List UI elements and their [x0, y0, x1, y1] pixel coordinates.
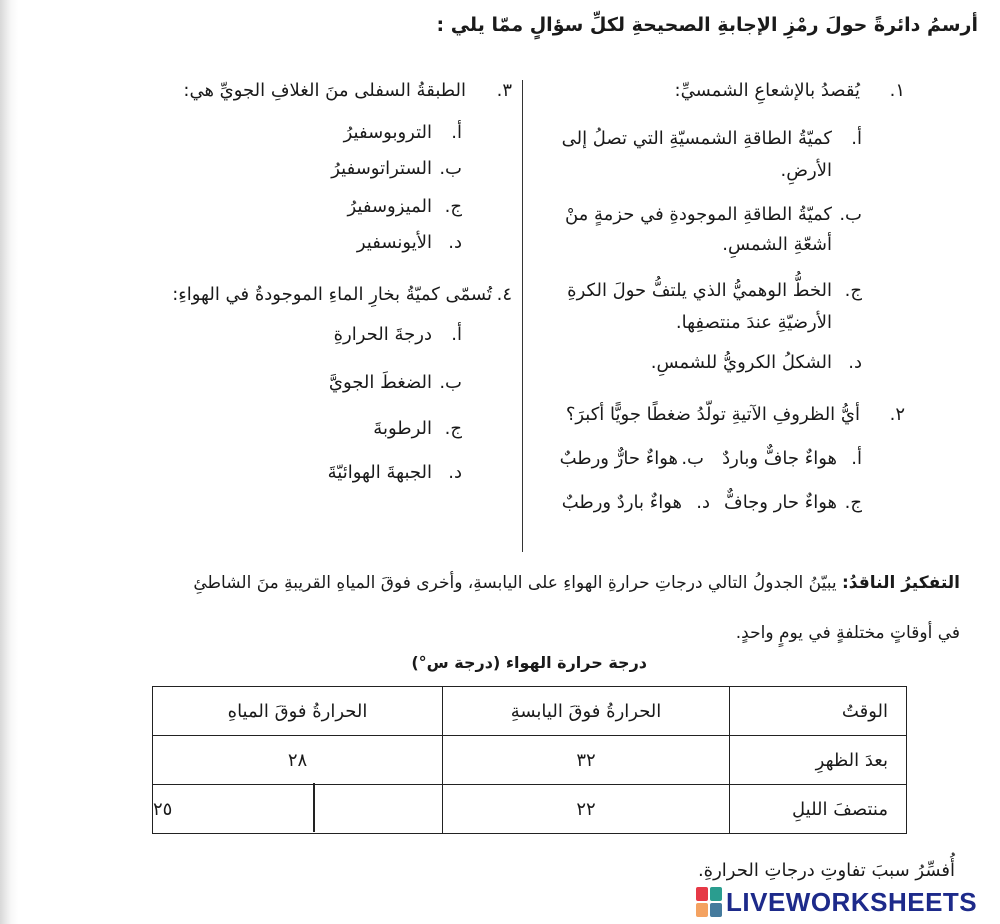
q3-option-c-letter[interactable]: ج. [444, 196, 462, 217]
q4-option-c-text: الرطوبةَ [373, 418, 432, 439]
logo-square-icon [710, 903, 722, 917]
q4-number: ٤. [496, 284, 512, 305]
q3-option-a-letter[interactable]: أ. [451, 122, 462, 143]
table-cell-divider [313, 783, 315, 832]
q2-option-c-letter[interactable]: ج. [844, 492, 862, 513]
q1-option-c-line1: الخطُّ الوهميُّ الذي يلتفُّ حولَ الكرةِ [567, 280, 832, 301]
q2-option-d-text: هواءٌ باردٌ ورطبٌ [561, 492, 682, 513]
critical-thinking-line1: يبيّنُ الجدولُ التالي درجاتِ حرارةِ الهواءِ على اليابسةِ، وأخرى فوقَ المياهِ القريبةِ منَ الشاطئِ [193, 573, 837, 593]
q2-option-a-text: هواءٌ جافٌّ وباردٌ [722, 448, 837, 469]
q2-option-d-letter[interactable]: د. [696, 492, 710, 513]
table-cell-time: بعدَ الظهرِ [730, 736, 907, 785]
q1-option-c-line2: الأرضيّةِ عندَ منتصفِها. [675, 312, 832, 333]
table-header-water: الحرارةُ فوقَ المياهِ [153, 687, 443, 736]
q1-option-d-line1: الشكلُ الكرويُّ للشمسِ. [650, 352, 832, 373]
q4-option-d-text: الجبهةَ الهوائيّةَ [327, 462, 432, 483]
liveworksheets-logo [696, 884, 977, 920]
q3-number: ٣. [496, 80, 512, 101]
q3-option-b-letter[interactable]: ب. [439, 158, 462, 179]
q1-option-d-letter[interactable]: د. [848, 352, 862, 373]
q2-option-c-text: هواءٌ حار وجافٌّ [724, 492, 837, 513]
q1-number: ١. [889, 80, 905, 101]
logo-text: LIVEWORKSHEETS [726, 886, 978, 917]
q4-option-d-letter[interactable]: د. [448, 462, 462, 483]
table-caption: درجة حرارة الهواء (درجة س°) [411, 653, 647, 672]
temperature-table [152, 686, 907, 834]
q1-option-b-line1: كميّةُ الطاقةِ الموجودةِ في حزمةٍ منْ [564, 204, 832, 225]
logo-square-icon [710, 887, 722, 901]
q4-question: تُسمّى كميّةُ بخارِ الماءِ الموجودةُ في الهواءِ: [172, 284, 492, 305]
q4-option-c-letter[interactable]: ج. [444, 418, 462, 439]
q1-option-b-letter[interactable]: ب. [839, 204, 862, 225]
q2-question: أيُّ الظروفِ الآتيةِ تولّدُ ضغطًا جويًّا أكبرَ؟ [565, 404, 860, 425]
q4-option-b-text: الضغطَ الجويَّ [328, 372, 432, 393]
q2-number: ٢. [889, 404, 905, 425]
q4-option-a-letter[interactable]: أ. [451, 324, 462, 345]
critical-thinking-paragraph [193, 570, 960, 596]
table-cell-land: ٣٢ [443, 736, 730, 785]
q2-option-b-letter[interactable]: ب. [681, 448, 704, 469]
table-header-time: الوقتُ [730, 687, 907, 736]
table-cell-water-value: ٢٥ [153, 798, 173, 820]
logo-mark-icon [696, 887, 722, 917]
q2-option-a-letter[interactable]: أ. [851, 448, 862, 469]
q1-question: يُقصدُ بالإشعاعِ الشمسيِّ: [674, 80, 860, 101]
q3-option-d-letter[interactable]: د. [448, 232, 462, 253]
critical-thinking-line2: في أوقاتٍ مختلفةٍ في يومٍ واحدٍ. [735, 623, 960, 643]
table-row [153, 785, 907, 834]
table-cell-water [153, 785, 443, 834]
table-header-row [153, 687, 907, 736]
q1-option-a-line2: الأرضِ. [780, 160, 832, 181]
q4-option-a-text: درجةَ الحرارةِ [333, 324, 432, 345]
table-header-land: الحرارةُ فوقَ اليابسةِ [443, 687, 730, 736]
q3-option-a-text: التروبوسفيرُ [343, 122, 432, 143]
q1-option-a-line1: كميّةُ الطاقةِ الشمسيّةِ التي تصلُ إلى [561, 128, 832, 149]
q2-option-b-text: هواءٌ حارٌّ ورطبٌ [559, 448, 678, 469]
q3-option-c-text: الميزوسفيرُ [347, 196, 432, 217]
page-edge-shadow [0, 0, 18, 924]
logo-square-icon [696, 903, 708, 917]
explain-prompt: أُفسِّرُ سببَ تفاوتِ درجاتِ الحرارةِ. [697, 860, 955, 881]
instruction-heading: أرسمُ دائرةً حولَ رمْزِ الإجابةِ الصحيحةِ لكلِّ سؤالٍ ممّا يلي : [436, 14, 978, 36]
table-cell-water: ٢٨ [153, 736, 443, 785]
logo-square-icon [696, 887, 708, 901]
table-row [153, 736, 907, 785]
table-cell-time: منتصفَ الليلِ [730, 785, 907, 834]
q3-option-d-text: الأيونسفير [356, 232, 432, 253]
q3-question: الطبقةُ السفلى منَ الغلافِ الجويِّ هي: [183, 80, 466, 101]
q1-option-c-letter[interactable]: ج. [844, 280, 862, 301]
q3-option-b-text: الستراتوسفيرُ [331, 158, 432, 179]
column-divider [522, 80, 523, 552]
critical-thinking-label: التفكيرُ الناقدُ: [842, 573, 960, 593]
q1-option-b-line2: أشعّةِ الشمسِ. [722, 234, 832, 255]
q1-option-a-letter[interactable]: أ. [851, 128, 862, 149]
q4-option-b-letter[interactable]: ب. [439, 372, 462, 393]
table-cell-land: ٢٢ [443, 785, 730, 834]
